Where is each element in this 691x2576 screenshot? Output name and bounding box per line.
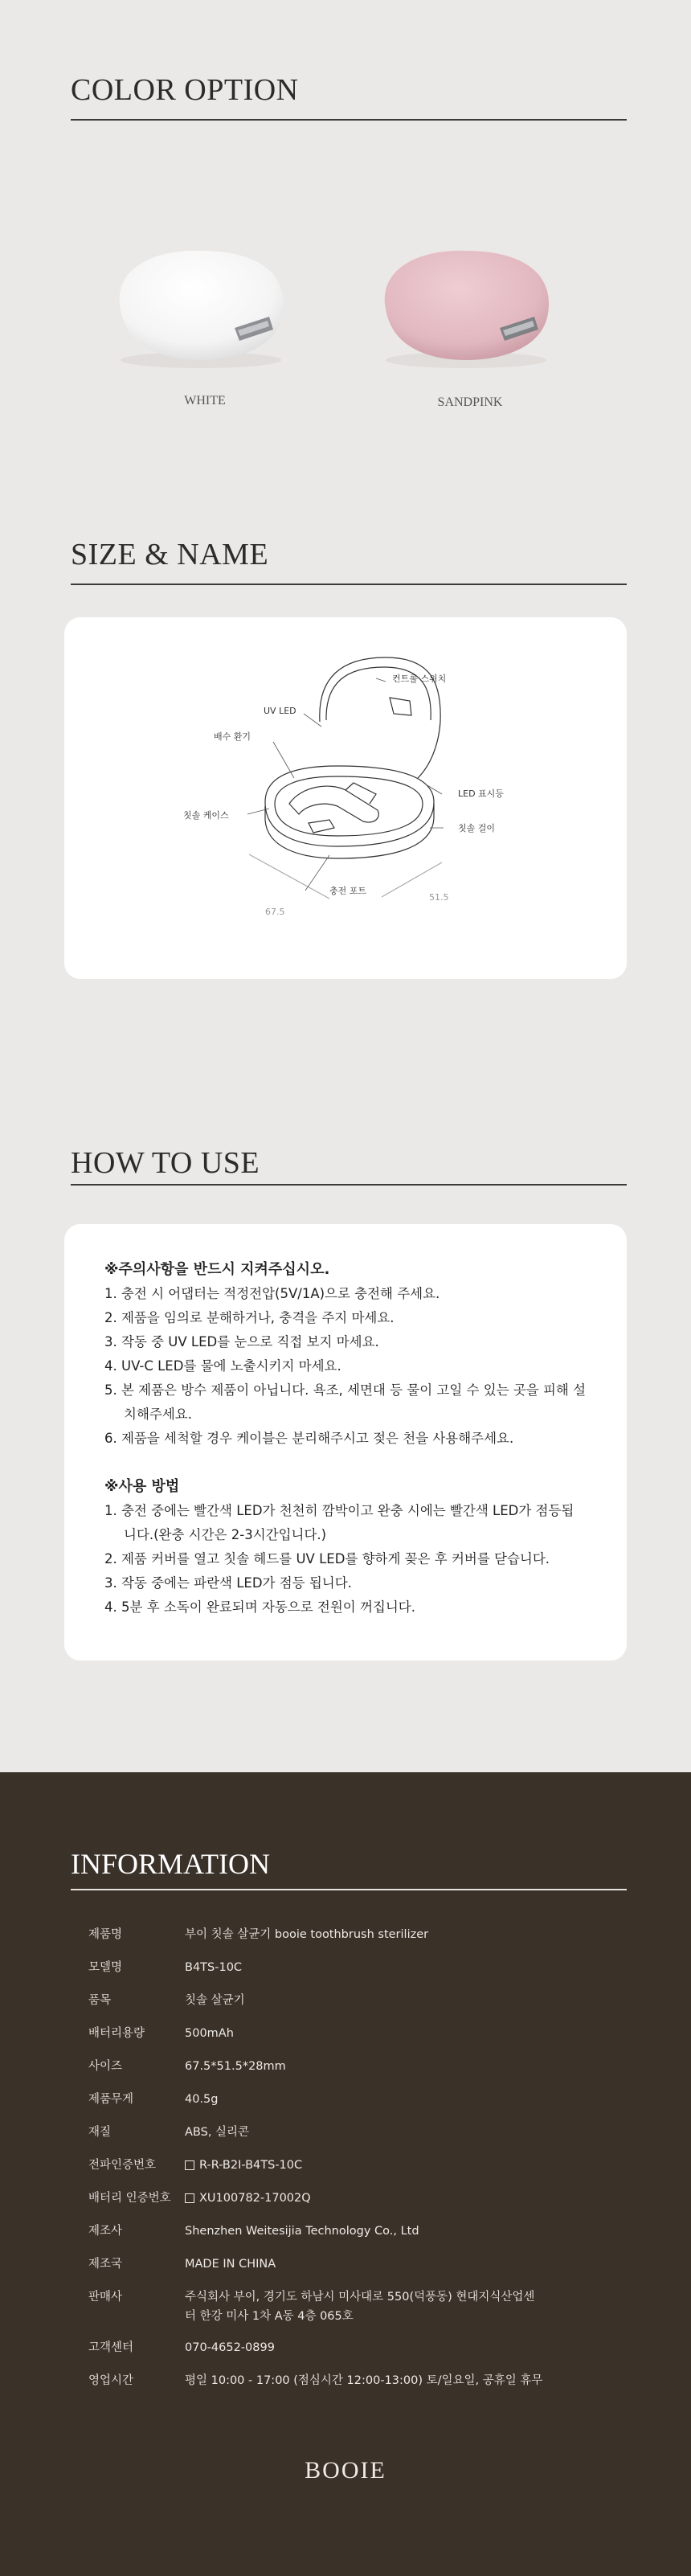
label-charge-port: 충전 포트 <box>329 886 367 896</box>
info-value: 주식회사 부이, 경기도 하남시 미사대로 550(덕풍동) 현대지식산업센터 한강 미사 1차 A동 4층 065호 <box>185 2291 535 2323</box>
info-key: 제조사 <box>88 2225 123 2238</box>
info-key: 고객센터 <box>88 2341 134 2354</box>
information-divider <box>71 1889 627 1890</box>
label-toothbrush-case: 칫솔 케이스 <box>183 810 229 821</box>
label-toothbrush-holder: 칫솔 걸이 <box>458 823 496 833</box>
info-value: 칫솔 살균기 <box>185 1994 245 2007</box>
info-value: Shenzhen Weitesijia Technology Co., Ltd <box>185 2225 419 2238</box>
color-label-sandpink: SANDPINK <box>437 395 503 409</box>
how-to-use-divider <box>71 1184 627 1186</box>
info-value: B4TS-10C <box>185 1961 243 1974</box>
caution-item: 6. 제품을 세척할 경우 케이블은 분리해주시고 젖은 천을 사용해주세요. <box>104 1431 514 1446</box>
caution-heading: ※주의사항을 반드시 지켜주십시오. <box>104 1261 330 1278</box>
info-key: 제품무게 <box>88 2093 134 2106</box>
caution-item: 4. UV-C LED를 물에 노출시키지 마세요. <box>104 1358 341 1374</box>
certification-mark-icon <box>185 2160 194 2170</box>
info-key: 재질 <box>88 2126 112 2139</box>
caution-section <box>104 1258 587 1451</box>
info-value: 67.5*51.5*28mm <box>185 2060 286 2073</box>
info-value: 40.5g <box>185 2093 219 2106</box>
white-case-image <box>104 233 297 370</box>
color-label-white: WHITE <box>184 394 226 407</box>
dimension-depth: 51.5 <box>429 892 449 903</box>
caution-item: 2. 제품을 임의로 분해하거나, 충격을 주지 마세요. <box>104 1310 395 1325</box>
info-value <box>185 2156 619 2175</box>
certification-mark-icon <box>185 2193 194 2203</box>
usage-heading: ※사용 방법 <box>104 1478 180 1495</box>
product-diagram <box>64 617 627 979</box>
info-value: MADE IN CHINA <box>185 2258 276 2271</box>
sandpink-case-image <box>370 233 562 370</box>
information-section <box>0 1772 691 2576</box>
info-value: 070-4652-0899 <box>185 2341 275 2354</box>
usage-item: 2. 제품 커버를 열고 칫솔 헤드를 UV LED를 향하게 꽂은 후 커버를 닫습니다. <box>104 1551 550 1566</box>
usage-item: 4. 5분 후 소독이 완료되며 자동으로 전원이 꺼집니다. <box>104 1599 415 1615</box>
info-key: 제조국 <box>88 2258 123 2271</box>
how-to-use-title: HOW TO USE <box>71 1146 260 1180</box>
info-value: ABS, 실리콘 <box>185 2126 250 2139</box>
caution-item: 5. 본 제품은 방수 제품이 아닙니다. 욕조, 세면대 등 물이 고일 수 있는 곳을 피해 설치해주세요. <box>104 1382 587 1422</box>
information-title: INFORMATION <box>71 1848 271 1880</box>
usage-item: 3. 작동 중에는 파란색 LED가 점등 됩니다. <box>104 1575 352 1591</box>
usage-item: 1. 충전 중에는 빨간색 LED가 천천히 깜박이고 완충 시에는 빨간색 LED가 점등됩니다.(완충 시간은 2-3시간입니다.) <box>104 1503 574 1542</box>
caution-item: 1. 충전 시 어댑터는 적정전압(5V/1A)으로 충전해 주세요. <box>104 1286 440 1301</box>
info-key: 사이즈 <box>88 2060 123 2073</box>
info-key: 판매사 <box>88 2291 123 2304</box>
info-value <box>185 2189 619 2208</box>
label-control-switch: 컨트롤 스위치 <box>392 674 447 684</box>
info-value: 부이 칫솔 살균기 booie toothbrush sterilizer <box>185 1928 429 1941</box>
label-uv-led: UV LED <box>264 706 296 716</box>
brand-logo: BOOIE <box>305 2457 386 2484</box>
info-key: 모델명 <box>88 1961 123 1974</box>
size-name-title: SIZE & NAME <box>71 538 269 571</box>
dimension-width: 67.5 <box>265 907 285 917</box>
info-value: 평일 10:00 - 17:00 (점심시간 12:00-13:00) 토/일요일, 공휴일 휴무 <box>185 2374 543 2387</box>
label-led-indicator: LED 표시등 <box>458 788 504 799</box>
size-name-divider <box>71 584 627 585</box>
caution-item: 3. 작동 중 UV LED를 눈으로 직접 보지 마세요. <box>104 1334 379 1349</box>
usage-section <box>104 1475 587 1620</box>
info-key: 영업시간 <box>88 2374 134 2387</box>
info-key: 배터리용량 <box>88 2027 145 2040</box>
info-key: 배터리 인증번호 <box>88 2192 171 2205</box>
label-vent: 배수 환기 <box>214 731 251 742</box>
color-option-divider <box>71 119 627 121</box>
info-key: 제품명 <box>88 1928 123 1941</box>
info-value-text: XU100782-17002Q <box>199 2192 311 2205</box>
size-diagram-card <box>64 617 627 979</box>
info-key: 품목 <box>88 1994 112 2007</box>
color-option-title: COLOR OPTION <box>71 73 299 107</box>
info-key: 전파인증번호 <box>88 2159 157 2172</box>
info-value-text: R-R-B2I-B4TS-10C <box>199 2159 303 2172</box>
info-value: 500mAh <box>185 2027 234 2040</box>
